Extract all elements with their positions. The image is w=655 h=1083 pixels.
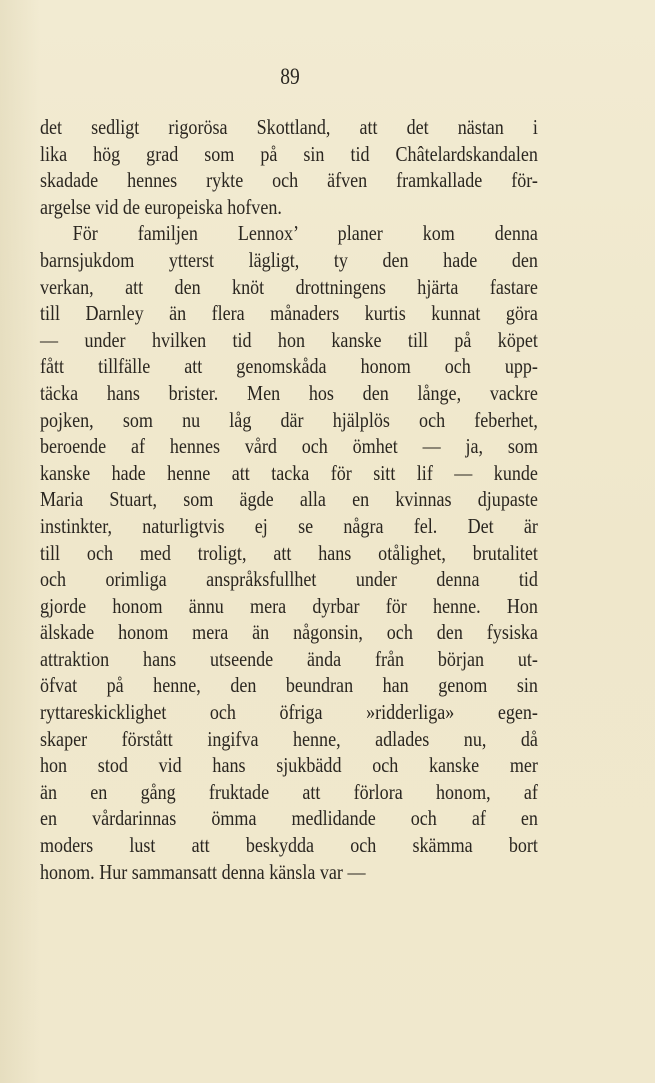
text-line: täcka hans brister. Men hos den långe, vackre [40,380,538,405]
text-line: skaper förstått ingifva henne, adlades nu, då [40,726,538,751]
text-line: gjorde honom ännu mera dyrbar för henne. Hon [40,593,538,618]
text-line: kanske hade henne att tacka för sitt lif — kunde [40,460,538,485]
text-line: instinkter, naturligtvis ej se några fel. Det är [40,513,538,538]
page-number: 89 [280,64,300,89]
text-line: attraktion hans utseende ända från början ut- [40,646,538,671]
text-line: honom. Hur sammansatt denna känsla var — [40,859,366,884]
text-line: pojken, som nu låg där hjälplös och feberhet, [40,407,538,432]
text-line: öfvat på henne, den beundran han genom sin [40,673,538,698]
text-line: det sedligt rigorösa Skottland, att det nästan i [40,115,538,139]
text-line-indented: För familjen Lennox’ planer kom denna [72,221,538,246]
text-line: till Darnley än flera månaders kurtis kunnat göra [40,301,538,326]
text-line: en vårdarinnas ömma medlidande och af en [40,806,538,831]
text-line: Maria Stuart, som ägde alla en kvinnas djupaste [40,487,538,512]
text-line: till och med troligt, att hans otålighet, brutalitet [40,540,538,565]
text-line: och orimliga anspråksfullhet under denna tid [40,567,538,592]
text-line: älskade honom mera än någonsin, och den fysiska [40,620,538,645]
text-line: argelse vid de europeiska hofven. [40,194,282,219]
text-line: — under hvilken tid hon kanske till på köpet [40,327,538,352]
text-line: fått tillfälle att genomskåda honom och upp- [40,354,538,379]
text-line: verkan, att den knöt drottningens hjärta fastare [40,274,538,299]
text-line: hon stod vid hans sjukbädd och kanske mer [40,753,538,778]
text-line: skadade hennes rykte och äfven framkallade för- [40,168,538,193]
text-line: barnsjukdom ytterst lägligt, ty den hade den [40,247,538,272]
text-line: ryttareskicklighet och öfriga »ridderliga» egen- [40,700,538,725]
text-line: moders lust att beskydda och skämma bort [40,833,538,858]
text-line: än en gång fruktade att förlora honom, af [40,779,538,804]
text-line: lika hög grad som på sin tid Châtelardskandalen [40,141,538,166]
text-line: beroende af hennes vård och ömhet — ja, som [40,434,538,459]
body-text [40,114,538,885]
